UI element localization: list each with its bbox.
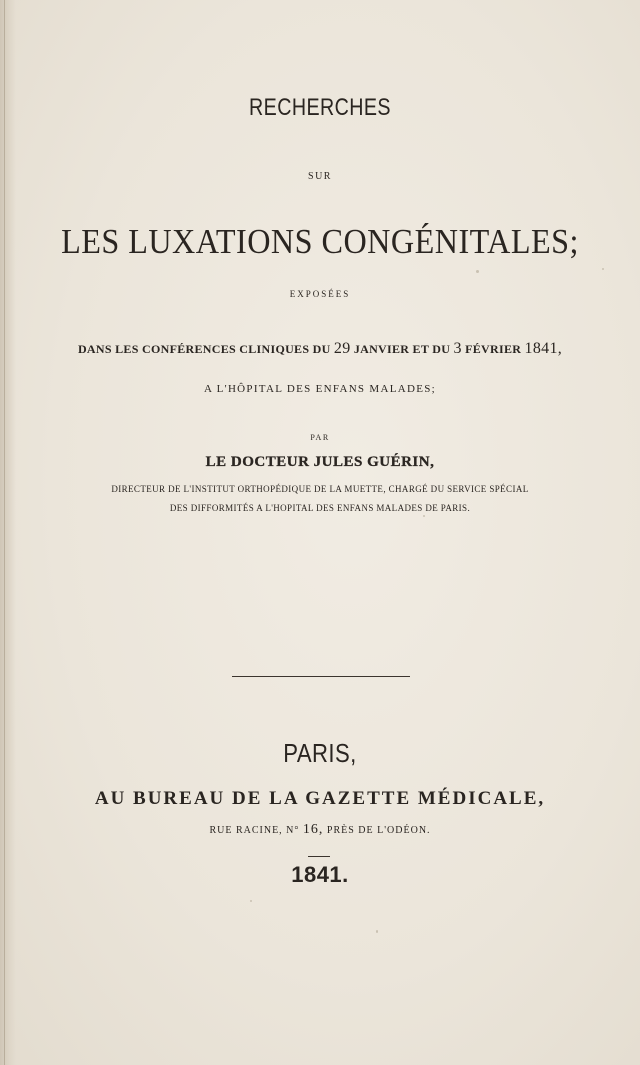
paper-speck bbox=[476, 270, 479, 273]
conference-post: FÉVRIER bbox=[465, 342, 522, 356]
sur-label: SUR bbox=[308, 171, 332, 182]
separator-rule bbox=[232, 676, 410, 677]
address-pre: RUE RACINE, N° bbox=[209, 825, 300, 836]
address-number: 16, bbox=[302, 822, 324, 837]
publisher-address bbox=[0, 822, 640, 838]
par-label: PAR bbox=[310, 433, 330, 442]
paper-speck bbox=[602, 268, 604, 270]
binding-line bbox=[4, 0, 5, 1065]
conference-pre: DANS LES CONFÉRENCES CLINIQUES DU bbox=[77, 342, 331, 356]
address-post: PRÈS DE L'ODÉON. bbox=[326, 825, 431, 836]
author-title-line1: DIRECTEUR DE L'INSTITUT ORTHOPÉDIQUE DE LA MUETTE, CHARGÉ DU SERVICE SPÉCIAL bbox=[111, 484, 529, 494]
hospital-line: A L'HÔPITAL DES ENFANS MALADES; bbox=[203, 383, 437, 395]
conference-day1: 29 bbox=[333, 340, 351, 357]
publication-year: 1841. bbox=[291, 862, 349, 887]
main-title: LES LUXATIONS CONGÉNITALES; bbox=[61, 222, 579, 261]
author-title-line2: DES DIFFORMITÉS A L'HOPITAL DES ENFANS MALADES DE PARIS. bbox=[169, 503, 471, 513]
paper-speck bbox=[423, 515, 425, 517]
conference-mid: JANVIER ET DU bbox=[353, 342, 451, 356]
paper-speck bbox=[250, 900, 252, 902]
conference-year: 1841, bbox=[524, 340, 563, 357]
conference-dates bbox=[0, 340, 640, 358]
conference-day2: 3 bbox=[453, 340, 462, 357]
binding-edge bbox=[0, 0, 16, 1065]
paper-speck bbox=[376, 930, 378, 933]
city: PARIS, bbox=[283, 738, 357, 768]
heading: RECHERCHES bbox=[249, 94, 391, 121]
exposees-label: EXPOSÉES bbox=[289, 289, 351, 299]
author-name: LE DOCTEUR JULES GUÉRIN, bbox=[205, 454, 435, 470]
publisher: AU BUREAU DE LA GAZETTE MÉDICALE, bbox=[94, 788, 546, 809]
short-rule bbox=[308, 856, 330, 857]
